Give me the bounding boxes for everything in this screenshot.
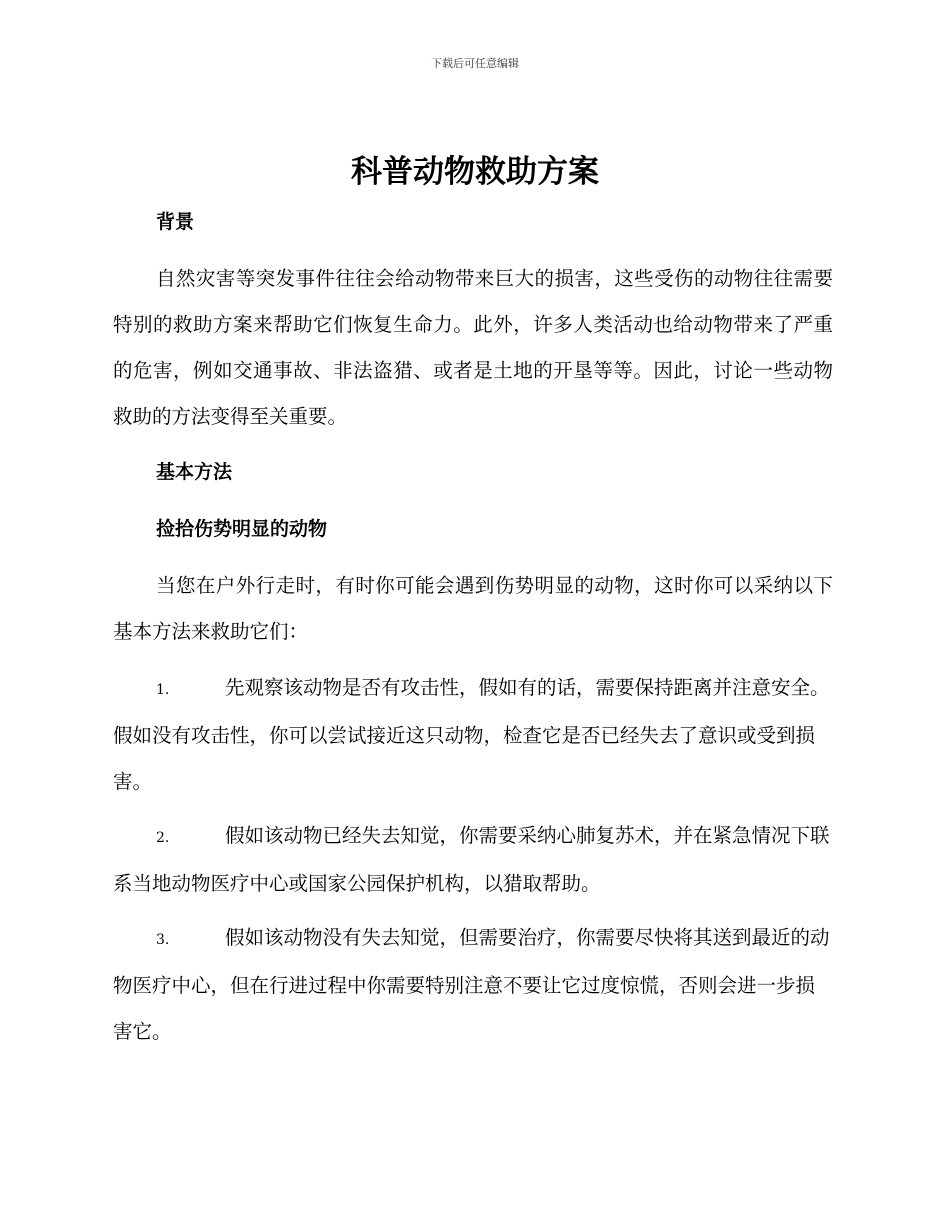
pickup-intro-paragraph: 当您在户外行走时，有时你可能会遇到伤势明显的动物，这时你可以采纳以下基本方法来救助它们： bbox=[113, 574, 833, 643]
basic-methods-heading: 基本方法 bbox=[156, 461, 233, 483]
header-note: 下载后可任意编辑 bbox=[431, 57, 519, 70]
list-item-step-2 bbox=[113, 813, 833, 907]
pickup-heading: 捡拾伤势明显的动物 bbox=[156, 518, 328, 540]
list-item-text: 假如该动物已经失去知觉，你需要采纳心肺复苏术，并在紧急情况下联系当地动物医疗中心或国家公园保护机构，以猎取帮助。 bbox=[113, 824, 830, 895]
list-item-text: 假如该动物没有失去知觉，但需要治疗，你需要尽快将其送到最近的动物医疗中心，但在行进过程中你需要特别注意不要让它过度惊慌，否则会进一步损害它。 bbox=[113, 926, 830, 1043]
document-title: 科普动物救助方案 bbox=[351, 154, 599, 190]
list-number: 3. bbox=[156, 932, 170, 948]
background-paragraph: 自然灾害等突发事件往往会给动物带来巨大的损害，这些受伤的动物往往需要特别的救助方案来帮助它们恢复生命力。此外，许多人类活动也给动物带来了严重的危害，例如交通事故、非法盗猎、或者是土地的开垦等等。因此，讨论一些动物救助的方法变得至关重要。 bbox=[113, 267, 833, 428]
list-number: 1. bbox=[156, 682, 170, 698]
list-item-step-3 bbox=[113, 915, 833, 1055]
list-item-text: 先观察该动物是否有攻击性，假如有的话，需要保持距离并注意安全。假如没有攻击性，你可以尝试接近这只动物，检查它是否已经失去了意识或受到损害。 bbox=[113, 676, 830, 793]
list-item-step-1 bbox=[113, 665, 833, 805]
background-heading: 背景 bbox=[156, 211, 195, 233]
list-number: 2. bbox=[156, 830, 170, 846]
